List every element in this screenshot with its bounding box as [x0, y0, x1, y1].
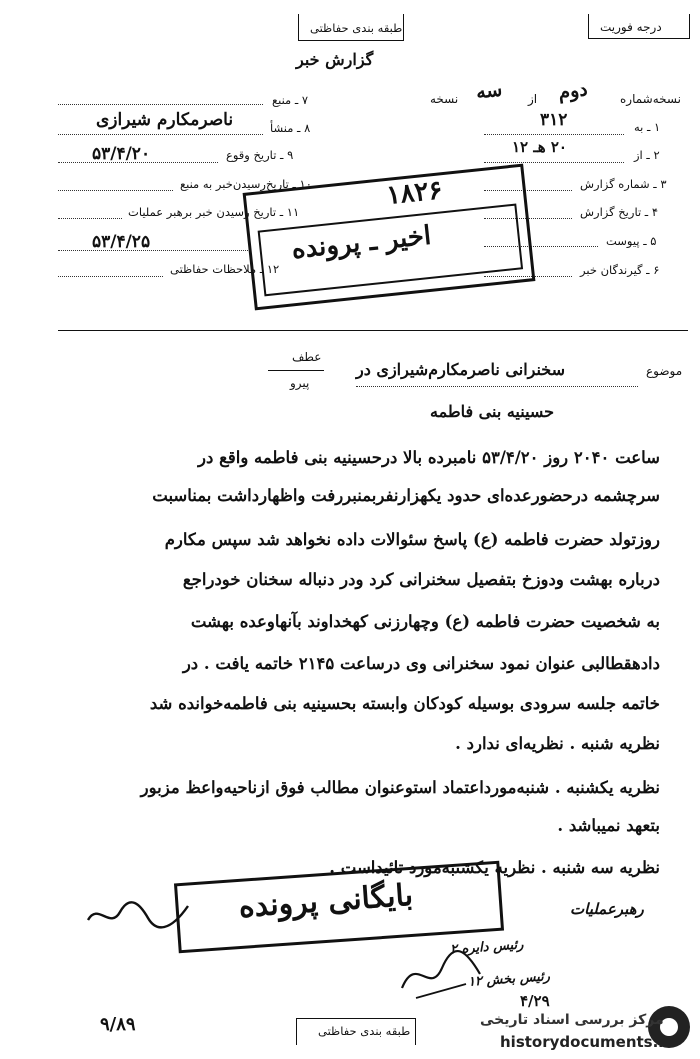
page-number: ۹/۸۹ — [100, 1014, 136, 1035]
subject-line-2: حسینیه بنی فاطمه — [430, 402, 555, 421]
field-10-label: ۱۰ ـ تاریخ‌رسیدن‌خبر به منبع — [180, 177, 312, 191]
field-2-dots — [484, 162, 624, 163]
body-line-4: درباره بهشت ودوزخ بتفصیل سخنرانی کرد ودر دنباله سخنان خودراجع — [182, 570, 660, 589]
copy-of-value: سه — [474, 78, 504, 104]
archive-stamp-bottom-text: بایگانی پرونده — [237, 877, 415, 925]
atf-label: عطف — [292, 350, 322, 364]
handwritten-note-1: رئیس دایره ۲ — [449, 937, 524, 958]
body-line-11: نظریه سه شنبه . نظریه یکشنبه‌مورد تائیداست . — [329, 858, 660, 877]
copy-of-label: از — [528, 92, 538, 106]
field-11-value-dots — [58, 250, 248, 251]
field-4-label: ۴ ـ تاریخ گزارش — [580, 205, 659, 219]
signature-initials — [396, 944, 486, 1004]
header-divider — [58, 330, 688, 331]
watermark-url: historydocuments.ir — [500, 1033, 671, 1051]
body-line-9: نظریه یکشنبه . شنبه‌مورداعتماد استوعنوان مطالب فوق ازناحیه‌واعظ مزبور — [140, 778, 660, 797]
report-title: گزارش خبر — [296, 50, 374, 69]
classification-bottom: طبقه بندی حفاظتی — [318, 1024, 411, 1038]
body-line-3: روزتولد حضرت فاطمه (ع) پاسخ سئوالات داده نخواهد شد سپس مکارم — [164, 530, 660, 549]
classification-top: طبقه بندی حفاظتی — [310, 21, 403, 35]
field-2-label: ۲ ـ از — [634, 148, 660, 162]
archive-stamp-number: ۱۸۲۶ — [385, 175, 444, 211]
copy-word: نسخه — [430, 92, 459, 106]
atf-peyro-divider — [268, 370, 324, 371]
peyro-label: پیرو — [290, 376, 310, 390]
handwritten-note-3: ۴/۲۹ — [520, 992, 550, 1010]
field-8-dots — [58, 134, 263, 135]
archive-stamp-bottom — [174, 861, 504, 954]
body-line-5: به شخصیت حضرت فاطمه (ع) وچهارزنی کهخداوند بآنهاوعده بهشت — [190, 612, 660, 631]
body-line-8: نظریه شنبه . نظریه‌ای ندارد . — [455, 734, 660, 753]
field-12-label: ۱۲ ـ ملاحظات حفاظتی — [170, 262, 280, 276]
field-8-value: ناصرمکارم شیرازی — [96, 110, 234, 130]
field-1-label: ۱ ـ به — [634, 120, 661, 134]
subject-dots — [356, 386, 638, 387]
field-9-label: ۹ ـ تاریخ وقوع — [226, 148, 294, 162]
field-7-label: ۷ ـ منبع — [272, 93, 309, 107]
body-line-2: سرچشمه درحضورعده‌ای حدود یکهزارنفربمنبررفت واظهارداشت بمناسبت — [152, 486, 660, 505]
handwritten-note-2: رئیس بخش ۱۲ — [467, 969, 551, 990]
body-line-6: دادهقطالبی عنوان نمود سخنرانی وی درساعت ۲۱۴۵ خاتمه یافت . در — [182, 654, 660, 673]
signature-scribble — [84, 896, 194, 936]
watermark-title: مرکز بررسی اسناد تاریخی — [480, 1012, 664, 1028]
field-11-label: ۱۱ ـ تاریخ رسیدن خبر برهبر عملیات — [128, 205, 300, 219]
field-9-value: ۵۳/۴/۲۰ — [92, 144, 151, 164]
field-11-value: ۵۳/۴/۲۵ — [92, 232, 151, 252]
field-3-label: ۳ ـ شماره گزارش — [580, 177, 667, 191]
field-1-dots — [484, 134, 624, 135]
copy-number-value: دوم — [556, 78, 589, 104]
field-6-label: ۶ ـ گیرندگان خبر — [580, 263, 660, 277]
priority-label: درجه فوریت — [600, 20, 662, 34]
field-1-value: ۳۱۲ — [540, 110, 568, 130]
copy-number-label: نسخه‌شماره — [620, 92, 681, 106]
field-8-label: ۸ ـ منشأ — [270, 121, 311, 135]
body-line-1: ساعت ۲۰۴۰ روز ۵۳/۴/۲۰ نامبرده بالا درحسینیه بنی فاطمه واقع در — [198, 448, 660, 467]
field-11-dots — [58, 218, 122, 219]
archive-stamp-text: اخیر ـ پرونده — [290, 220, 433, 266]
subject-label: موضوع — [646, 364, 683, 378]
field-2-value: ۲۰ هـ ۱۲ — [512, 138, 567, 156]
subject-line-1: سخنرانی ناصرمکارم‌شیرازی در — [356, 360, 566, 379]
body-line-7: خاتمه جلسه سرودی بوسیله کودکان وابسته بحسینیه بنی فاطمه‌خوانده شد — [149, 694, 660, 713]
field-10-dots — [58, 190, 173, 191]
field-7-dots — [58, 104, 263, 105]
rahbar-label: رهبرعملیات — [570, 900, 644, 918]
field-12-dots — [58, 276, 163, 277]
field-5-label: ۵ ـ پیوست — [606, 234, 657, 248]
body-line-10: بتعهد نمیباشد . — [557, 816, 660, 835]
